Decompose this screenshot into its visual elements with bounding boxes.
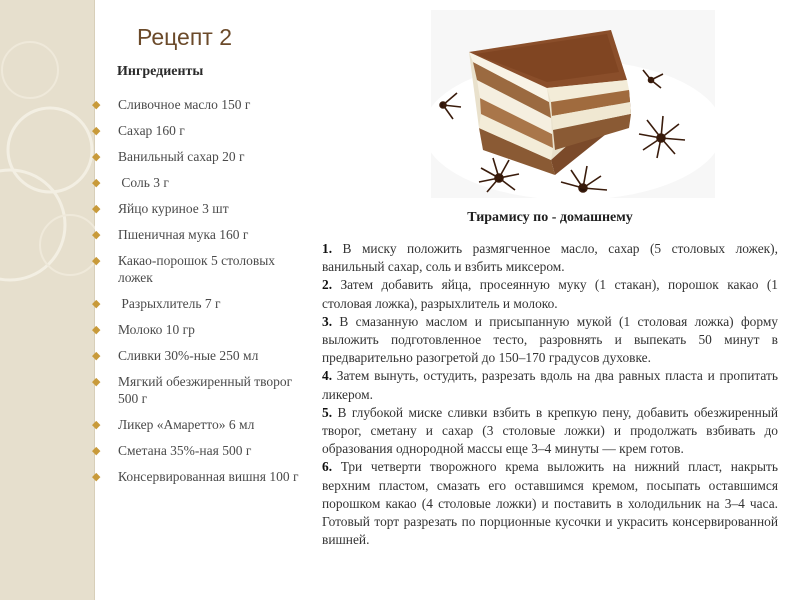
step-paragraph: 2. Затем добавить яйца, просеянную муку (1 стакан), порошок какао (1 столовая ложка), разрыхлитель и молоко. [322, 277, 778, 311]
ingredients-heading: Ингредиенты [117, 64, 204, 79]
list-item: ◆ Какао-порошок 5 столовых ложек [92, 253, 276, 285]
step-number: 4. [322, 368, 333, 384]
decorative-sidebar [0, 0, 95, 600]
list-item: ◆ Консервированная вишня 100 г [92, 469, 299, 484]
list-item: ◆ Сливки 30%-ные 250 мл [92, 348, 259, 363]
bullet-icon: ◆ [92, 350, 101, 362]
bullet-icon: ◆ [92, 151, 101, 163]
step-number: 6. [322, 459, 333, 475]
tiramisu-photo [431, 10, 715, 198]
step-number: 5. [322, 404, 333, 420]
page-title: Рецепт 2 [137, 24, 232, 50]
bullet-icon: ◆ [92, 99, 101, 111]
circles-ornament [0, 0, 95, 600]
bullet-icon: ◆ [92, 324, 101, 336]
list-item: ◆ Разрыхлитель 7 г [92, 296, 221, 311]
step-paragraph: 5. В глубокой миске сливки взбить в крепкую пену, добавить обезжиренный творог, сметану и сахар (3 столовые ложки) и продолжать взбивать до образования однородной массы еще 3–4 минуты — крем готов. [322, 404, 778, 457]
bullet-icon: ◆ [92, 229, 101, 241]
bullet-icon: ◆ [92, 298, 101, 310]
bullet-icon: ◆ [92, 255, 101, 267]
list-item: ◆ Мягкий обезжиренный творог 500 г [92, 374, 293, 406]
bullet-icon: ◆ [92, 125, 101, 137]
ingredients-list [92, 96, 307, 494]
list-item: ◆ Пшеничная мука 160 г [92, 227, 249, 242]
step-paragraph: 4. Затем вынуть, остудить, разрезать вдоль на два равных пласта и пропитать ликером. [322, 368, 778, 402]
list-item: ◆ Молоко 10 гр [92, 322, 195, 337]
step-number: 3. [322, 313, 333, 329]
step-number: 1. [322, 241, 333, 256]
step-paragraph: 6. Три четверти творожного крема выложить на нижний пласт, накрыть верхним пластом, смазать его оставшимся кремом, посыпать оставшимся порошком какао (4 столовые ложки) и поставить в холодильник на 3–4 часа. Готовый торт разрезать по порционные кусочки и украсить консервированной вишней. [322, 459, 778, 548]
bullet-icon: ◆ [92, 419, 101, 431]
recipe-steps [322, 240, 778, 549]
bullet-icon: ◆ [92, 177, 101, 189]
list-item: ◆ Яйцо куриное 3 шт [92, 201, 229, 216]
bullet-icon: ◆ [92, 376, 101, 388]
bullet-icon: ◆ [92, 203, 101, 215]
list-item: ◆ Соль 3 г [92, 175, 169, 190]
step-number: 2. [322, 277, 333, 293]
list-item: ◆ Сливочное масло 150 г [92, 97, 251, 112]
list-item: ◆ Сметана 35%-ная 500 г [92, 443, 252, 458]
list-item: ◆ Сахар 160 г [92, 123, 185, 138]
step-paragraph: 3. В смазанную маслом и присыпанную мукой (1 столовая ложка) форму выложить подготовленное тесто, разровнять и выпекать 50 минут в предварительно разогретой до 150–170 градусов духовке. [322, 313, 778, 366]
list-item: ◆ Ликер «Амаретто» 6 мл [92, 417, 255, 432]
step-paragraph: 1. В миску положить размягченное масло, сахар (5 столовых ложек), ванильный сахар, соль и взбить миксером. [322, 241, 778, 275]
bullet-icon: ◆ [92, 471, 101, 483]
bullet-icon: ◆ [92, 445, 101, 457]
list-item: ◆ Ванильный сахар 20 г [92, 149, 245, 164]
recipe-caption: Тирамису по - домашнему [467, 210, 633, 225]
